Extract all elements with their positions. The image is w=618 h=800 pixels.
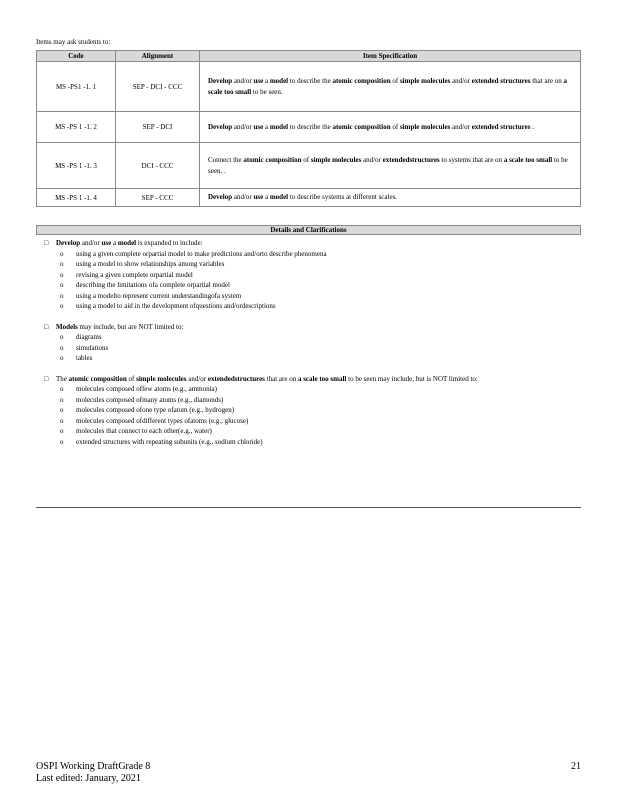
bold-term: a scale too small: [208, 76, 568, 96]
checkbox-bullet-icon: □: [44, 374, 49, 383]
table-row: [37, 62, 581, 112]
bold-term: extended structures: [471, 122, 531, 131]
list-item: [44, 395, 574, 406]
text-segment: that are on: [264, 374, 298, 383]
list-item: [44, 353, 574, 364]
bold-term: Develop: [208, 193, 233, 201]
bold-term: a scale too small: [503, 155, 553, 164]
text-segment: Connect the: [208, 155, 244, 164]
bold-term: model: [269, 76, 289, 85]
list-item: [44, 437, 574, 448]
checkbox-bullet-icon: □: [44, 239, 49, 247]
table-row: [37, 112, 581, 143]
text-segment: to be seen. .: [208, 155, 568, 175]
row-alignment: SEP - DCI - CCC: [116, 62, 200, 112]
intro-text: Items may ask students to:: [36, 38, 111, 46]
row-alignment: SEP - CCC: [116, 189, 200, 207]
text-segment: a: [263, 76, 270, 85]
list-item-text: molecules composed ofone type ofatom (e.g., hydrogen): [76, 406, 235, 414]
bold-term: extendedstructures: [382, 155, 440, 164]
list-item: [44, 405, 574, 416]
footer-edited: Last edited: January, 2021: [36, 773, 141, 784]
list-item-text: molecules composed ofmany atoms (e.g., diamonds): [76, 395, 224, 404]
list-item: [44, 270, 574, 281]
circle-bullet-icon: o: [60, 281, 64, 289]
row-code: MS -PS 1 -1. 4: [37, 189, 116, 207]
text-segment: and/or: [232, 193, 254, 201]
details-section: [44, 238, 574, 447]
bold-term: atomic composition: [68, 374, 127, 383]
text-segment: may include, but are NOT limited to:: [77, 322, 184, 331]
text-segment: that are on: [530, 76, 564, 85]
text-segment: a: [263, 122, 270, 131]
circle-bullet-icon: o: [60, 302, 64, 310]
list-item: [44, 332, 574, 343]
table-row: [37, 189, 581, 207]
list-item-text: using a model to aid in the development ofquestions and/ordescriptions: [76, 302, 276, 310]
text-segment: of: [390, 122, 400, 131]
text-segment: and/or: [361, 155, 383, 164]
bold-term: atomic composition: [332, 122, 391, 131]
table-header-row: [37, 51, 581, 62]
circle-bullet-icon: o: [60, 354, 64, 362]
bold-term: model: [117, 239, 137, 247]
checkbox-bullet-icon: □: [44, 322, 49, 331]
list-item-text: molecules that connect to each other(e.g., water): [76, 427, 212, 435]
text-segment: The: [56, 374, 69, 383]
list-item-text: using a modelto represent current understandingofa system: [76, 291, 242, 300]
text-segment: to describe the: [288, 122, 333, 131]
details-block-develop: [44, 238, 574, 312]
bold-term: extended structures: [471, 76, 531, 85]
text-segment: of: [390, 76, 400, 85]
text-segment: of: [301, 155, 311, 164]
list-item: [44, 249, 574, 260]
details-header: Details and Clarifications: [36, 225, 581, 235]
specification-header: Item Specification: [200, 51, 581, 62]
sub-list: [44, 332, 574, 364]
row-code: MS -PS1 -1. 1: [37, 62, 116, 112]
block-lead: [56, 239, 203, 247]
circle-bullet-icon: o: [60, 427, 64, 435]
text-segment: and/or: [232, 122, 254, 131]
page-number: 21: [571, 761, 581, 772]
bold-term: atomic composition: [243, 155, 302, 164]
list-item-text: revising a given complete orpartial model: [76, 270, 193, 279]
list-item: [44, 280, 574, 291]
text-segment: to be seen.: [251, 87, 283, 96]
list-item-text: diagrams: [76, 333, 102, 341]
list-item-text: molecules composed ofdifferent types ofatoms (e.g., glucose): [76, 416, 249, 425]
text-segment: .: [530, 122, 534, 131]
circle-bullet-icon: o: [60, 333, 64, 341]
text-segment: a: [111, 239, 118, 247]
bold-term: simple molecules: [136, 374, 187, 383]
circle-bullet-icon: o: [60, 385, 64, 393]
bold-term: atomic composition: [332, 76, 391, 85]
bold-term: simple molecules: [399, 122, 451, 131]
footer: [36, 761, 150, 785]
circle-bullet-icon: o: [60, 343, 64, 352]
text-segment: and/or: [450, 76, 472, 85]
list-item-text: using a given complete orpartial model to make predictions and/orto describe phenomena: [76, 249, 327, 258]
circle-bullet-icon: o: [60, 260, 64, 268]
row-specification: [200, 189, 581, 207]
details-block-models: [44, 322, 574, 364]
row-specification: [200, 112, 581, 143]
list-item-text: extended structures with repeating subunits (e.g., sodium chloride): [76, 437, 263, 446]
list-item: [44, 416, 574, 427]
bold-term: a scale too small: [297, 374, 347, 383]
list-item: [44, 291, 574, 302]
row-alignment: DCI - CCC: [116, 143, 200, 189]
list-item-text: tables: [76, 354, 93, 362]
text-segment: and/or: [80, 239, 102, 247]
text-segment: and/or: [450, 122, 472, 131]
text-segment: to describe systems at different scales.: [288, 193, 398, 201]
list-item-text: molecules composed offew atoms (e.g., ammonia): [76, 385, 217, 393]
circle-bullet-icon: o: [60, 395, 64, 404]
sub-list: [44, 384, 574, 447]
details-block-composition: [44, 374, 574, 448]
section-divider: [36, 507, 581, 508]
text-segment: and/or: [186, 374, 208, 383]
circle-bullet-icon: o: [60, 406, 64, 414]
bold-term: Develop: [208, 122, 233, 131]
footer-title: OSPI Working DraftGrade 8: [36, 761, 151, 772]
bold-term: simple molecules: [310, 155, 362, 164]
list-item: [44, 259, 574, 270]
bold-term: simple molecules: [399, 76, 451, 85]
row-alignment: SEP - DCI: [116, 112, 200, 143]
list-item: [44, 384, 574, 395]
list-item-text: simulations: [76, 343, 109, 352]
block-lead: [56, 375, 478, 383]
text-segment: a: [263, 193, 270, 201]
bold-term: use: [101, 239, 112, 247]
text-segment: to systems that are on: [439, 155, 504, 164]
bold-term: model: [269, 193, 289, 201]
list-item-text: using a model to show relationships among variables: [76, 260, 225, 268]
bold-term: use: [253, 193, 264, 201]
bold-term: Models: [56, 322, 78, 331]
row-specification: [200, 62, 581, 112]
text-segment: is expanded to include:: [136, 239, 203, 247]
text-segment: and/or: [232, 76, 254, 85]
circle-bullet-icon: o: [60, 249, 64, 258]
text-segment: to be seen may include, but is NOT limited to:: [346, 374, 478, 383]
text-segment: to describe the: [288, 76, 333, 85]
list-item: [44, 301, 574, 312]
alignment-header: Alignment: [116, 51, 200, 62]
bold-term: use: [253, 76, 264, 85]
circle-bullet-icon: o: [60, 416, 64, 425]
bold-term: Develop: [208, 76, 233, 85]
block-lead: [56, 323, 183, 331]
sub-list: [44, 249, 574, 312]
code-header: Code: [37, 51, 116, 62]
bold-term: extendedstructures: [207, 374, 265, 383]
circle-bullet-icon: o: [60, 437, 64, 446]
list-item-text: describing the limitations ofa complete orpartial model: [76, 281, 230, 289]
list-item: [44, 426, 574, 437]
list-item: [44, 343, 574, 354]
row-specification: [200, 143, 581, 189]
bold-term: Develop: [56, 239, 81, 247]
circle-bullet-icon: o: [60, 270, 64, 279]
row-code: MS -PS 1 -1. 3: [37, 143, 116, 189]
item-specification-table: [36, 50, 581, 207]
table-row: [37, 143, 581, 189]
text-segment: of: [126, 374, 137, 383]
circle-bullet-icon: o: [60, 291, 64, 300]
bold-term: model: [269, 122, 289, 131]
bold-term: use: [253, 122, 264, 131]
row-code: MS -PS 1 -1. 2: [37, 112, 116, 143]
